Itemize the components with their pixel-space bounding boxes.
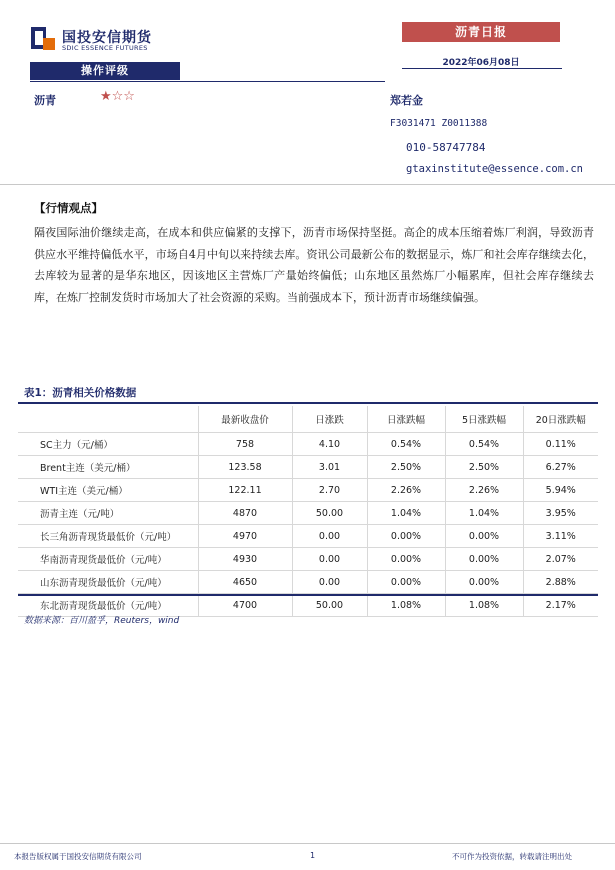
table-bottom-rule: [18, 594, 598, 596]
table-cell: 2.70: [292, 479, 367, 502]
footer-divider: [0, 843, 615, 844]
table-cell: 0.00%: [445, 525, 523, 548]
data-source-note: 数据来源：百川盈孚，Reuters，wind: [24, 616, 180, 626]
table-cell: 122.11: [198, 479, 292, 502]
table-cell: 3.95%: [523, 502, 598, 525]
table-row: [18, 433, 598, 456]
commodity-name: 沥青: [34, 94, 56, 107]
table-cell-name: 东北沥青现货最低价（元/吨）: [18, 594, 198, 617]
table-cell: 2.26%: [367, 479, 445, 502]
report-date: 2022年06月08日: [442, 58, 520, 68]
table-cell: 4700: [198, 594, 292, 617]
table-header-cell: 20日涨跌幅: [523, 406, 598, 433]
analyst-phone: 010-58747784: [406, 141, 486, 154]
table-top-rule: [18, 402, 598, 404]
market-view-heading: 【行情观点】: [34, 201, 103, 215]
table-cell: 1.04%: [367, 502, 445, 525]
footer-disclaimer: 不可作为投资依据，转载请注明出处: [452, 852, 572, 861]
table-cell-name: 长三角沥青现货最低价（元/吨）: [18, 525, 198, 548]
table-cell-name: Brent主连（美元/桶）: [18, 456, 198, 479]
rating-section-title: 操作评级: [30, 62, 180, 80]
table-cell: 123.58: [198, 456, 292, 479]
table-row: [18, 571, 598, 594]
table-cell: 2.26%: [445, 479, 523, 502]
table-cell: 6.27%: [523, 456, 598, 479]
table-cell-name: 山东沥青现货最低价（元/吨）: [18, 571, 198, 594]
table-cell: 50.00: [292, 594, 367, 617]
table-cell-name: 华南沥青现货最低价（元/吨）: [18, 548, 198, 571]
logo-english-name: SDIC ESSENCE FUTURES: [62, 44, 148, 52]
table-cell: 50.00: [292, 502, 367, 525]
table-cell: 0.00: [292, 571, 367, 594]
analyst-certificate-number: F3031471 Z0011388: [390, 118, 488, 129]
page-number: 1: [310, 851, 316, 860]
table-cell: 0.00%: [367, 525, 445, 548]
table-cell: 2.50%: [445, 456, 523, 479]
rating-stars: ★☆☆: [100, 89, 135, 104]
table-row: [18, 525, 598, 548]
table-header-row: [18, 406, 598, 433]
table-cell: 1.08%: [445, 594, 523, 617]
table-cell: 0.00: [292, 525, 367, 548]
table-row: [18, 456, 598, 479]
table-row: [18, 502, 598, 525]
table-cell: 5.94%: [523, 479, 598, 502]
table-cell: 0.54%: [445, 433, 523, 456]
table-cell: 4650: [198, 571, 292, 594]
header-divider: [0, 184, 615, 185]
footer-copyright: 本报告版权属于国投安信期货有限公司: [14, 852, 142, 861]
table-header-cell: 日涨跌幅: [367, 406, 445, 433]
table-cell: 2.50%: [367, 456, 445, 479]
table-cell: 2.88%: [523, 571, 598, 594]
analyst-name: 郑若金: [390, 94, 423, 107]
table-cell: 2.07%: [523, 548, 598, 571]
table-row: [18, 548, 598, 571]
table-cell: 0.11%: [523, 433, 598, 456]
table-header-cell: 5日涨跌幅: [445, 406, 523, 433]
market-view-body: 隔夜国际油价继续走高，在成本和供应偏紧的支撑下，沥青市场保持坚挺。高企的成本压缩着炼厂利润，导致沥青供应水平维持偏低水平，市场自4月中旬以来持续去库。资讯公司最新公布的数据显示，炼厂和社会库存继续去化，去库较为显著的是华东地区，因该地区主营炼厂产量始终偏低；山东地区虽然炼厂小幅累库，但社会库存继续去库，在炼厂控制发货时市场加大了社会资源的采购。当前强成本下，预计沥青市场继续偏强。: [34, 226, 594, 304]
analyst-email-link[interactable]: gtaxinstitute@essence.com.cn: [406, 163, 584, 175]
table-cell: 3.11%: [523, 525, 598, 548]
table-cell: 1.04%: [445, 502, 523, 525]
logo-chinese-name: 国投安信期货: [62, 30, 152, 46]
table-cell: 0.00%: [367, 548, 445, 571]
table-cell: 0.00: [292, 548, 367, 571]
company-logo-icon: [30, 26, 56, 52]
table-cell: 0.54%: [367, 433, 445, 456]
rating-divider: [30, 81, 385, 82]
table-cell: 758: [198, 433, 292, 456]
table-cell: 0.00%: [367, 571, 445, 594]
price-table: [18, 406, 598, 617]
table-cell: 0.00%: [445, 548, 523, 571]
table-cell: 1.08%: [367, 594, 445, 617]
table-cell: 4930: [198, 548, 292, 571]
table-cell: 4.10: [292, 433, 367, 456]
report-type-badge: 沥青日报: [402, 22, 560, 42]
table-cell: 3.01: [292, 456, 367, 479]
table-cell-name: SC主力（元/桶）: [18, 433, 198, 456]
table-cell: 2.17%: [523, 594, 598, 617]
table-cell-name: WTI主连（美元/桶）: [18, 479, 198, 502]
table-header-cell: [18, 406, 198, 433]
price-table-title: 表1：沥青相关价格数据: [24, 387, 137, 399]
table-cell-name: 沥青主连（元/吨）: [18, 502, 198, 525]
table-header-cell: 最新收盘价: [198, 406, 292, 433]
table-row: [18, 479, 598, 502]
table-cell: 4970: [198, 525, 292, 548]
table-header-cell: 日涨跌: [292, 406, 367, 433]
table-cell: 4870: [198, 502, 292, 525]
date-divider: [402, 68, 562, 69]
table-cell: 0.00%: [445, 571, 523, 594]
